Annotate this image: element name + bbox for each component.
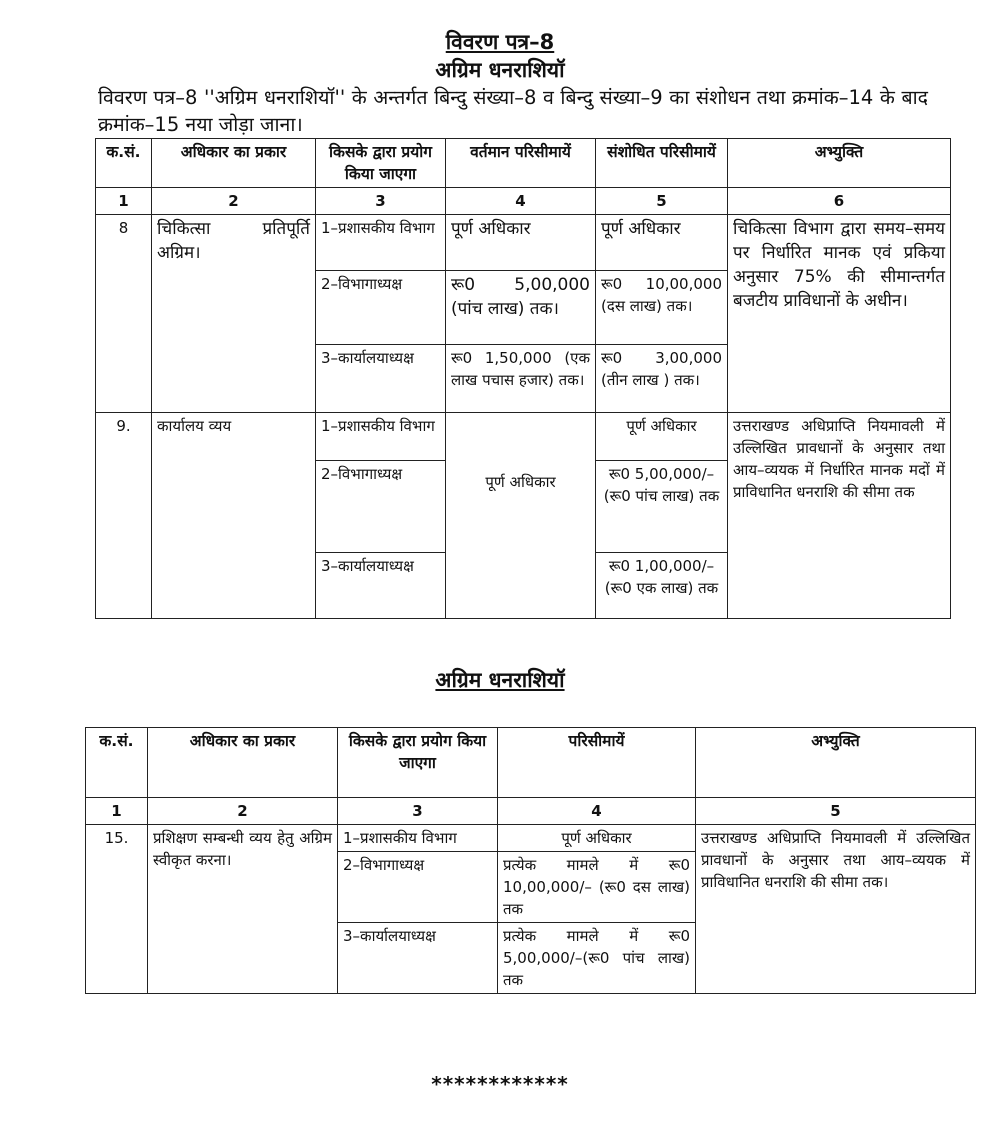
remarks: उत्तराखण्ड अधिप्राप्ति नियमावली में उल्लिखित प्रावधानों के अनुसार तथा आय–व्ययक में प्राविधानित धनराशि की सीमा तक।	[696, 825, 976, 994]
document-subtitle: अग्रिम धनराशियॉ	[435, 58, 565, 82]
table-row	[86, 825, 976, 852]
revised-limit: रू0 3,00,000 (तीन लाख ) तक।	[596, 345, 728, 413]
header-cell: अभ्युक्ति	[728, 139, 951, 188]
authority-type: कार्यालय व्यय	[152, 413, 316, 619]
document-title: विवरण पत्र–8	[445, 30, 555, 54]
column-number: 5	[696, 798, 976, 825]
serial-number: 15.	[86, 825, 148, 994]
table-header-row	[96, 139, 951, 188]
limit: प्रत्येक मामले में रू0 10,00,000/– (रू0 दस लाख) तक	[498, 852, 696, 923]
table-header-row	[86, 728, 976, 798]
header-cell: किसके द्वारा प्रयोग किया जाएगा	[338, 728, 498, 798]
header-cell: परिसीमायें	[498, 728, 696, 798]
header-cell: अभ्युक्ति	[696, 728, 976, 798]
limit: प्रत्येक मामले में रू0 5,00,000/–(रू0 पांच लाख) तक	[498, 923, 696, 994]
revised-limit: रू0 1,00,000/– (रू0 एक लाख) तक	[596, 553, 728, 619]
limit: पूर्ण अधिकार	[498, 825, 696, 852]
exercised-by: 3–कार्यालयाध्यक्ष	[338, 923, 498, 994]
authority-type: चिकित्सा प्रतिपूर्ति अग्रिम।	[152, 215, 316, 413]
exercised-by: 1–प्रशासकीय विभाग	[338, 825, 498, 852]
header-cell: वर्तमान परिसीमायें	[446, 139, 596, 188]
column-number: 4	[498, 798, 696, 825]
header-cell: अधिकार का प्रकार	[152, 139, 316, 188]
column-number: 1	[96, 188, 152, 215]
exercised-by: 2–विभागाध्यक्ष	[316, 271, 446, 345]
header-cell: क.सं.	[96, 139, 152, 188]
authority-type: प्रशिक्षण सम्बन्धी व्यय हेतु अग्रिम स्वीकृत करना।	[148, 825, 338, 994]
statement-table-1	[95, 138, 951, 619]
end-marker: ************	[431, 1072, 569, 1096]
column-number: 5	[596, 188, 728, 215]
exercised-by: 3–कार्यालयाध्यक्ष	[316, 345, 446, 413]
exercised-by: 3–कार्यालयाध्यक्ष	[316, 553, 446, 619]
column-number: 3	[338, 798, 498, 825]
column-number: 6	[728, 188, 951, 215]
exercised-by: 2–विभागाध्यक्ष	[338, 852, 498, 923]
table-row	[96, 215, 951, 271]
exercised-by: 1–प्रशासकीय विभाग	[316, 413, 446, 461]
current-limit: पूर्ण अधिकार	[446, 413, 596, 619]
column-number: 2	[148, 798, 338, 825]
column-number-row	[96, 188, 951, 215]
column-number-row	[86, 798, 976, 825]
column-number: 3	[316, 188, 446, 215]
revised-limit: रू0 5,00,000/– (रू0 पांच लाख) तक	[596, 461, 728, 553]
remarks: उत्तराखण्ड अधिप्राप्ति नियमावली में उल्लिखित प्रावधानों के अनुसार तथा आय–व्ययक में निर्धारित मानक मदों में प्राविधानित धनराशि की सीमा तक	[728, 413, 951, 619]
header-cell: अधिकार का प्रकार	[148, 728, 338, 798]
revised-limit: पूर्ण अधिकार	[596, 215, 728, 271]
exercised-by: 2–विभागाध्यक्ष	[316, 461, 446, 553]
revised-limit: रू0 10,00,000 (दस लाख) तक।	[596, 271, 728, 345]
column-number: 4	[446, 188, 596, 215]
revised-limit: पूर्ण अधिकार	[596, 413, 728, 461]
column-number: 1	[86, 798, 148, 825]
current-limit: पूर्ण अधिकार	[446, 215, 596, 271]
column-number: 2	[152, 188, 316, 215]
statement-table-2	[85, 727, 976, 994]
table-row	[96, 413, 951, 461]
current-limit: रू0 5,00,000 (पांच लाख) तक।	[446, 271, 596, 345]
serial-number: 9.	[96, 413, 152, 619]
section-title: अग्रिम धनराशियॉ	[435, 668, 565, 692]
header-cell: क.सं.	[86, 728, 148, 798]
exercised-by: 1–प्रशासकीय विभाग	[316, 215, 446, 271]
intro-paragraph: विवरण पत्र–8 ''अग्रिम धनराशियॉ'' के अन्तर्गत बिन्दु संख्या–8 व बिन्दु संख्या–9 का संशोधन तथा क्रमांक–14 के बाद क्रमांक–15 नया जोड़ा जाना।	[98, 86, 928, 136]
serial-number: 8	[96, 215, 152, 413]
remarks: चिकित्सा विभाग द्वारा समय–समय पर निर्धारित मानक एवं प्रकिया अनुसार 75% की सीमान्तर्गत बजटीय प्राविधानों के अधीन।	[728, 215, 951, 413]
header-cell: संशोधित परिसीमायें	[596, 139, 728, 188]
header-cell: किसके द्वारा प्रयोग किया जाएगा	[316, 139, 446, 188]
current-limit: रू0 1,50,000 (एक लाख पचास हजार) तक।	[446, 345, 596, 413]
